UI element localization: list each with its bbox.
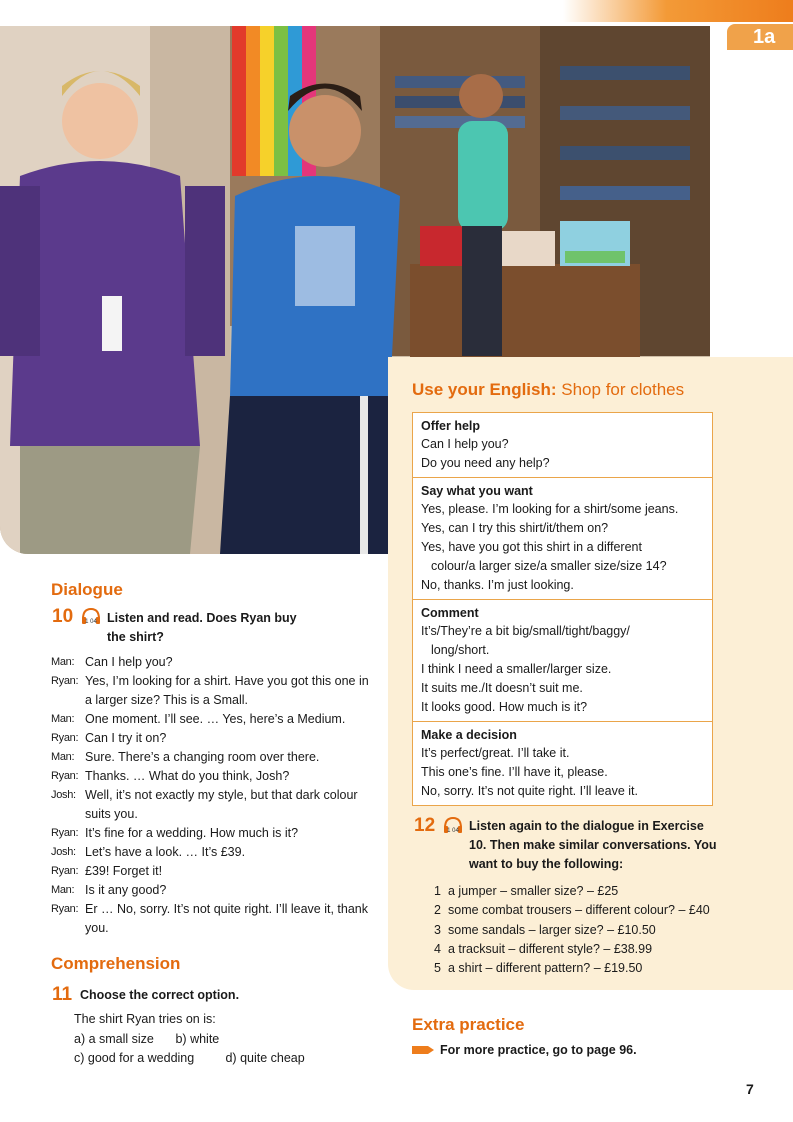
item-number: 2	[434, 903, 441, 918]
phrase-line: Yes, please. I’m looking for a shirt/some jeans.	[421, 502, 679, 516]
list-item	[434, 940, 744, 959]
speaker: Man:	[51, 713, 75, 725]
item-number: 1	[434, 884, 441, 898]
audio-headphones-icon[interactable]	[80, 606, 102, 626]
dialogue-line	[51, 881, 371, 900]
phrase-line: I think I need a smaller/larger size.	[421, 662, 612, 676]
phrase-line: It’s/They’re a bit big/small/tight/baggy/	[421, 624, 630, 638]
exercise-10-header	[52, 606, 352, 647]
phrase-line: long/short.	[431, 643, 490, 657]
dialogue-title: Dialogue	[51, 580, 123, 599]
item-text: some sandals – larger size? – £10.50	[448, 922, 656, 937]
instruction-line: Listen and read. Does Ryan buy	[107, 611, 297, 625]
utterance: It’s fine for a wedding. How much is it?	[85, 826, 299, 840]
use-english-title-bold: Use your English:	[412, 380, 557, 399]
phrase-section-make-a-decision	[413, 721, 712, 805]
list-item	[434, 959, 744, 978]
exercise-12-list	[434, 882, 744, 978]
use-english-title-topic: Shop for clothes	[561, 380, 685, 399]
item-text: a tracksuit – different style? – £38.99	[448, 941, 653, 956]
phrase-heading: Comment	[421, 606, 479, 620]
dialogue-line	[51, 900, 371, 938]
speaker: Josh:	[51, 789, 76, 801]
list-item	[434, 921, 744, 940]
exercise-12	[414, 815, 744, 978]
exercise-11-header	[52, 984, 372, 1006]
instruction-line: the shirt?	[107, 630, 164, 644]
audio-headphones-icon[interactable]	[442, 815, 464, 835]
item-text: some combat trousers – different colour? – £40	[448, 903, 710, 918]
item-number: 4	[434, 941, 441, 956]
item-number: 3	[434, 922, 441, 937]
phrase-section-offer-help	[413, 413, 712, 477]
phrase-line: Yes, can I try this shirt/it/them on?	[421, 521, 609, 535]
phrase-heading: Say what you want	[421, 484, 533, 498]
list-item	[434, 901, 744, 920]
exercise-12-instruction	[469, 815, 717, 874]
phrase-heading: Offer help	[421, 419, 481, 433]
utterance: Can I help you?	[85, 655, 173, 669]
speaker: Man:	[51, 884, 75, 896]
dialogue-line	[51, 767, 371, 786]
phrase-line: It suits me./It doesn’t suit me.	[421, 681, 583, 695]
exercise-number: 12	[414, 815, 436, 836]
phrase-line: No, sorry. It’s not quite right. I’ll leave it.	[421, 784, 638, 798]
phrase-line: It’s perfect/great. I’ll take it.	[421, 746, 570, 760]
phrase-line: It looks good. How much is it?	[421, 700, 588, 714]
utterance: Thanks. … What do you think, Josh?	[85, 769, 290, 783]
dialogue-line	[51, 710, 371, 729]
exercise-number: 10	[52, 606, 74, 627]
dialogue-text	[51, 653, 371, 938]
banner-stripe	[563, 0, 793, 22]
option-a[interactable]: a) a small size	[74, 1031, 154, 1046]
dialogue-line	[51, 862, 371, 881]
speaker: Ryan:	[51, 732, 79, 744]
speaker: Ryan:	[51, 903, 79, 915]
option-c[interactable]: c) good for a wedding	[74, 1051, 195, 1065]
speaker: Ryan:	[51, 827, 79, 839]
list-item	[434, 882, 744, 901]
item-text: a shirt – different pattern? – £19.50	[448, 961, 643, 976]
option-d[interactable]: d) quite cheap	[225, 1051, 305, 1065]
utterance: Er … No, sorry. It’s not quite right. I’ll leave it, thank you.	[85, 902, 368, 935]
exercise-11-body	[74, 1010, 372, 1069]
unit-tab: 1a	[727, 24, 793, 50]
exercise-11-instruction: Choose the correct option.	[80, 988, 240, 1002]
phrase-line: No, thanks. I’m just looking.	[421, 578, 574, 592]
utterance: Sure. There’s a changing room over there.	[85, 750, 320, 764]
extra-practice-text: For more practice, go to page 96.	[440, 1043, 637, 1057]
utterance: £39! Forget it!	[85, 864, 163, 878]
utterance: One moment. I’ll see. … Yes, here’s a Medium.	[85, 712, 346, 726]
exercise-12-header	[414, 815, 744, 874]
utterance: Is it any good?	[85, 883, 167, 897]
phrase-line: Can I help you?	[421, 437, 509, 451]
dialogue-line	[51, 843, 371, 862]
phrase-line: This one’s fine. I’ll have it, please.	[421, 765, 608, 779]
instruction-line: want to buy the following:	[469, 857, 624, 871]
utterance: Let’s have a look. … It’s £39.	[85, 845, 246, 859]
utterance: Can I try it on?	[85, 731, 167, 745]
utterance: Well, it’s not exactly my style, but that dark colour suits you.	[85, 788, 358, 821]
question-stem: The shirt Ryan tries on is:	[74, 1012, 216, 1026]
option-b[interactable]: b) white	[175, 1031, 220, 1046]
speaker: Man:	[51, 751, 75, 763]
dialogue-line	[51, 653, 371, 672]
extra-practice-link[interactable]	[412, 1043, 637, 1057]
dialogue-line	[51, 824, 371, 843]
speaker: Ryan:	[51, 675, 79, 687]
item-text: a jumper – smaller size? – £25	[448, 884, 619, 898]
comprehension-title: Comprehension	[51, 954, 181, 973]
utterance: Yes, I’m looking for a shirt. Have you got this one in a larger size? This is a Small.	[85, 674, 369, 707]
dialogue-line	[51, 729, 371, 748]
exercise-11	[52, 984, 372, 1069]
dialogue-line	[51, 786, 371, 824]
phrase-heading: Make a decision	[421, 728, 517, 742]
use-english-title	[412, 380, 684, 400]
phrase-line: Yes, have you got this shirt in a different	[421, 540, 642, 554]
speaker: Ryan:	[51, 770, 79, 782]
instruction-line: Listen again to the dialogue in Exercise	[469, 819, 704, 833]
exercise-number: 11	[52, 984, 73, 1005]
speaker: Josh:	[51, 846, 76, 858]
phrase-section-comment	[413, 599, 712, 721]
dialogue-line	[51, 748, 371, 767]
item-number: 5	[434, 961, 441, 976]
audio-track-label: 1 04	[85, 619, 97, 625]
exercise-10-instruction	[107, 606, 297, 647]
phrase-section-say-what-you-want	[413, 477, 712, 599]
phrase-line: colour/a larger size/a smaller size/size 14?	[431, 559, 667, 573]
instruction-line: 10. Then make similar conversations. You	[469, 838, 717, 852]
dialogue-line	[51, 672, 371, 710]
extra-practice-title: Extra practice	[412, 1015, 525, 1034]
speaker: Ryan:	[51, 865, 79, 877]
speaker: Man:	[51, 656, 75, 668]
phrase-box	[412, 412, 713, 806]
arrow-right-icon	[412, 1044, 436, 1056]
page-number: 7	[746, 1081, 754, 1097]
phrase-line: Do you need any help?	[421, 456, 550, 470]
audio-track-label: 1 04	[447, 828, 459, 834]
